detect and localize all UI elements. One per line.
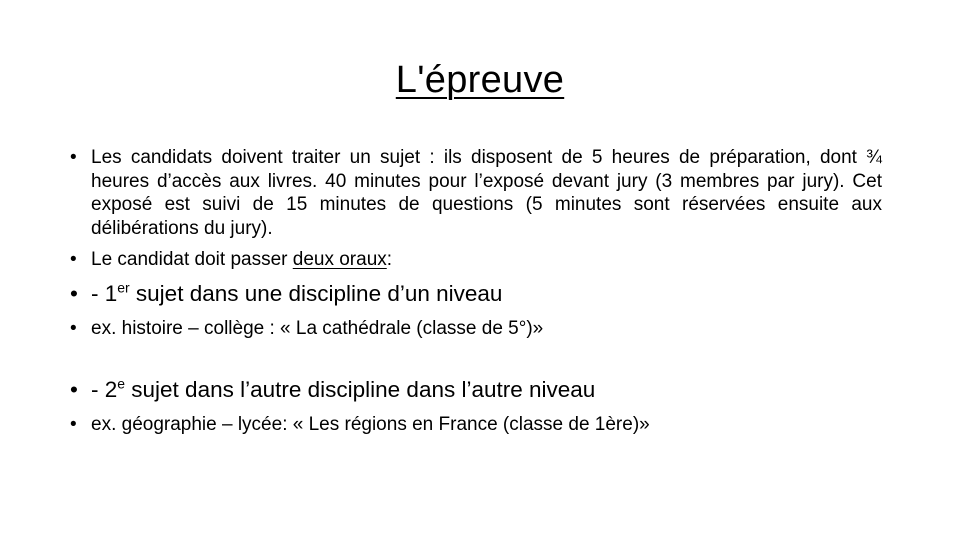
bullet-item-deuxieme-sujet bbox=[70, 376, 882, 404]
slide-title: L'épreuve bbox=[395, 59, 565, 101]
bullet-item-exemple-histoire bbox=[70, 317, 882, 341]
bullet-marker: • bbox=[70, 317, 77, 339]
bullet-text: ex. géographie – lycée: « Les régions en France (classe de 1ère)» bbox=[91, 413, 650, 435]
bullet-item-deux-oraux bbox=[70, 248, 882, 272]
bullet-text-underlined: deux oraux bbox=[292, 249, 387, 270]
bullet-text-suffix: sujet dans l’autre discipline dans l’autre niveau bbox=[125, 376, 596, 402]
bullet-superscript: e bbox=[117, 374, 126, 391]
bullet-text-prefix: - 2 bbox=[91, 376, 118, 402]
bullet-superscript: er bbox=[117, 278, 130, 295]
bullet-item-exemple-geographie bbox=[70, 413, 882, 437]
bullet-text-prefix: Le candidat doit passer bbox=[91, 249, 293, 270]
bullet-marker: • bbox=[70, 147, 77, 168]
bullet-text: ex. histoire – collège : « La cathédrale (classe de 5°)» bbox=[91, 317, 544, 339]
bullet-marker: • bbox=[70, 413, 77, 435]
bullet-item-epreuve-details bbox=[70, 146, 882, 240]
bullet-text-suffix: : bbox=[386, 249, 393, 270]
bullet-text-suffix: sujet dans une discipline d’un niveau bbox=[129, 280, 503, 306]
bullet-item-premier-sujet bbox=[70, 280, 882, 308]
bullet-list bbox=[70, 146, 882, 437]
bullet-marker: • bbox=[70, 280, 78, 306]
bullet-marker: • bbox=[70, 249, 77, 270]
bullet-marker: • bbox=[70, 376, 78, 402]
bullet-text: Les candidats doivent traiter un sujet : ils disposent de 5 heures de préparation, dont ¾ heures d’accès aux livres. 40 minutes pour l’exposé devant jury (3 membres par jury). Cet exposé est suivi de 15 minutes de questions (5 minutes sont réservées ensuite aux délibérations du jury). bbox=[91, 147, 882, 239]
bullet-text-prefix: - 1 bbox=[91, 280, 118, 306]
